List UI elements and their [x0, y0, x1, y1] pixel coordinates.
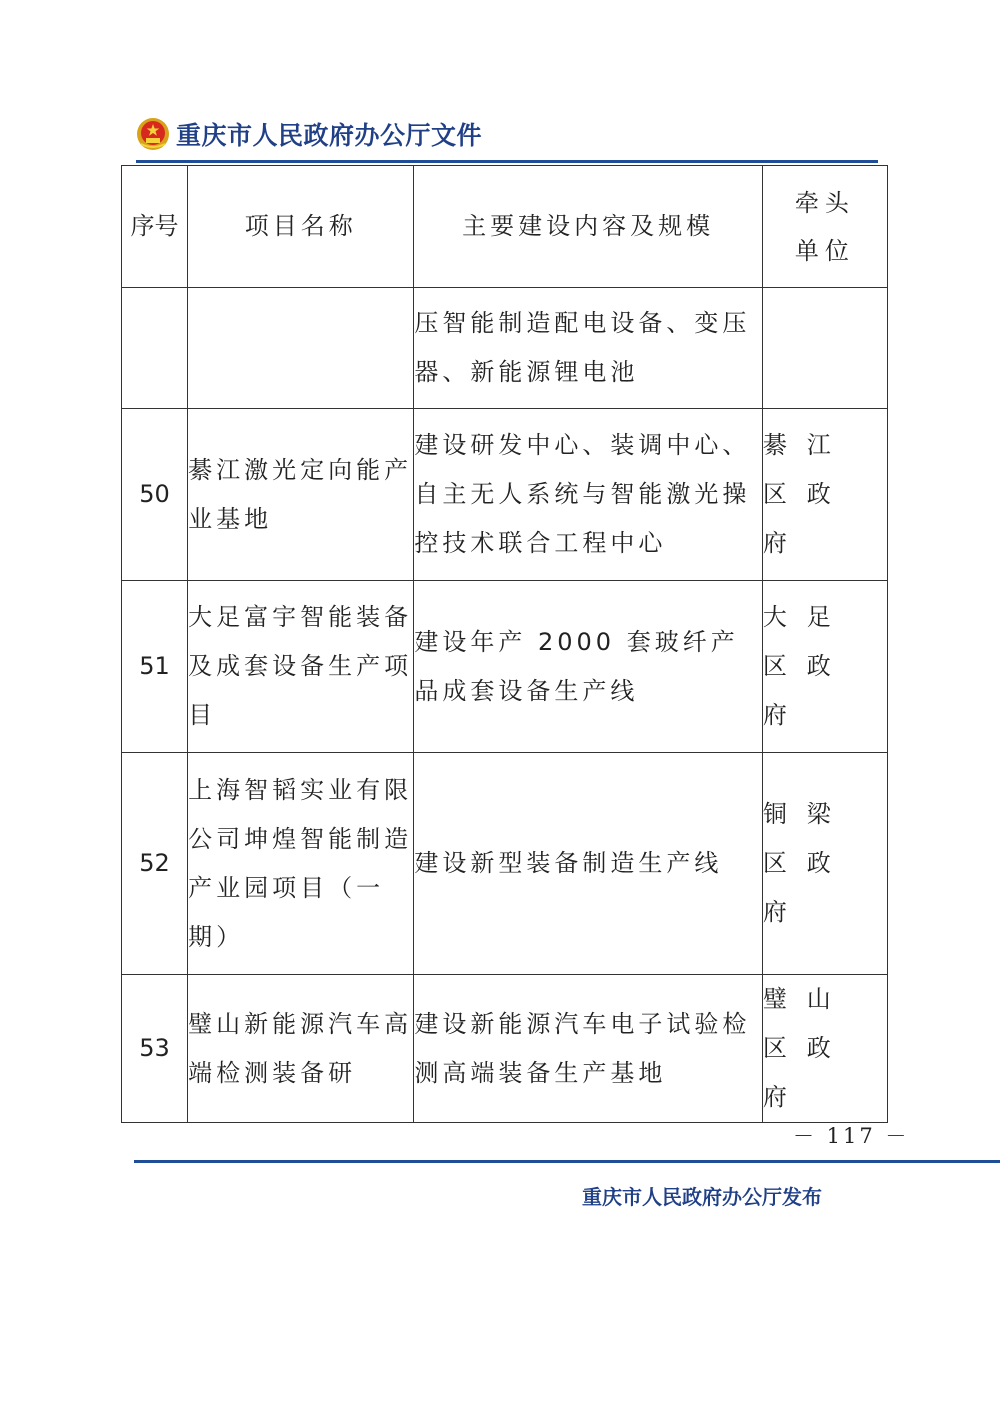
table-row — [122, 753, 888, 975]
header-name: 项目名称 — [188, 166, 414, 288]
row-content: 建设研发中心、装调中心、自主无人系统与智能激光操控技术联合工程中心 — [414, 409, 762, 581]
header-lead — [762, 166, 887, 288]
row-name: 上海智韬实业有限公司坤煌智能制造产业园项目（一期） — [188, 753, 414, 975]
row-lead — [762, 288, 887, 409]
row-seq: 51 — [122, 581, 188, 753]
row-seq: 50 — [122, 409, 188, 581]
row-name: 綦江激光定向能产业基地 — [188, 409, 414, 581]
national-emblem-icon — [136, 117, 170, 151]
table-row — [122, 288, 888, 409]
row-lead: 大足区政府 — [762, 581, 887, 753]
header-seq: 序号 — [122, 166, 188, 288]
row-content: 建设年产 2000 套玻纤产品成套设备生产线 — [414, 581, 762, 753]
row-seq: 52 — [122, 753, 188, 975]
table-row — [122, 581, 888, 753]
page-number: － 117 － — [793, 1124, 910, 1148]
document-header — [136, 112, 482, 156]
row-lead: 璧山区政府 — [762, 975, 887, 1123]
table-row — [122, 409, 888, 581]
row-content: 建设新能源汽车电子试验检测高端装备生产基地 — [414, 975, 762, 1123]
row-content: 压智能制造配电设备、变压器、新能源锂电池 — [414, 288, 762, 409]
row-content: 建设新型装备制造生产线 — [414, 753, 762, 975]
footer-publisher: 重庆市人民政府办公厅发布 — [582, 1185, 822, 1209]
table-header-row — [122, 166, 888, 288]
document-header-title: 重庆市人民政府办公厅文件 — [176, 121, 483, 150]
row-lead: 铜梁区政府 — [762, 753, 887, 975]
project-table — [121, 165, 888, 1123]
row-lead: 綦江区政府 — [762, 409, 887, 581]
row-name: 大足富宇智能装备及成套设备生产项目 — [188, 581, 414, 753]
header-content: 主要建设内容及规模 — [414, 166, 762, 288]
row-seq — [122, 288, 188, 409]
table-row — [122, 975, 888, 1123]
row-name: 璧山新能源汽车高端检测装备研 — [188, 975, 414, 1123]
row-seq: 53 — [122, 975, 188, 1123]
header-divider — [136, 160, 878, 163]
header-lead-text: 牵头单位 — [794, 188, 855, 265]
footer-divider — [134, 1160, 1000, 1163]
row-name — [188, 288, 414, 409]
